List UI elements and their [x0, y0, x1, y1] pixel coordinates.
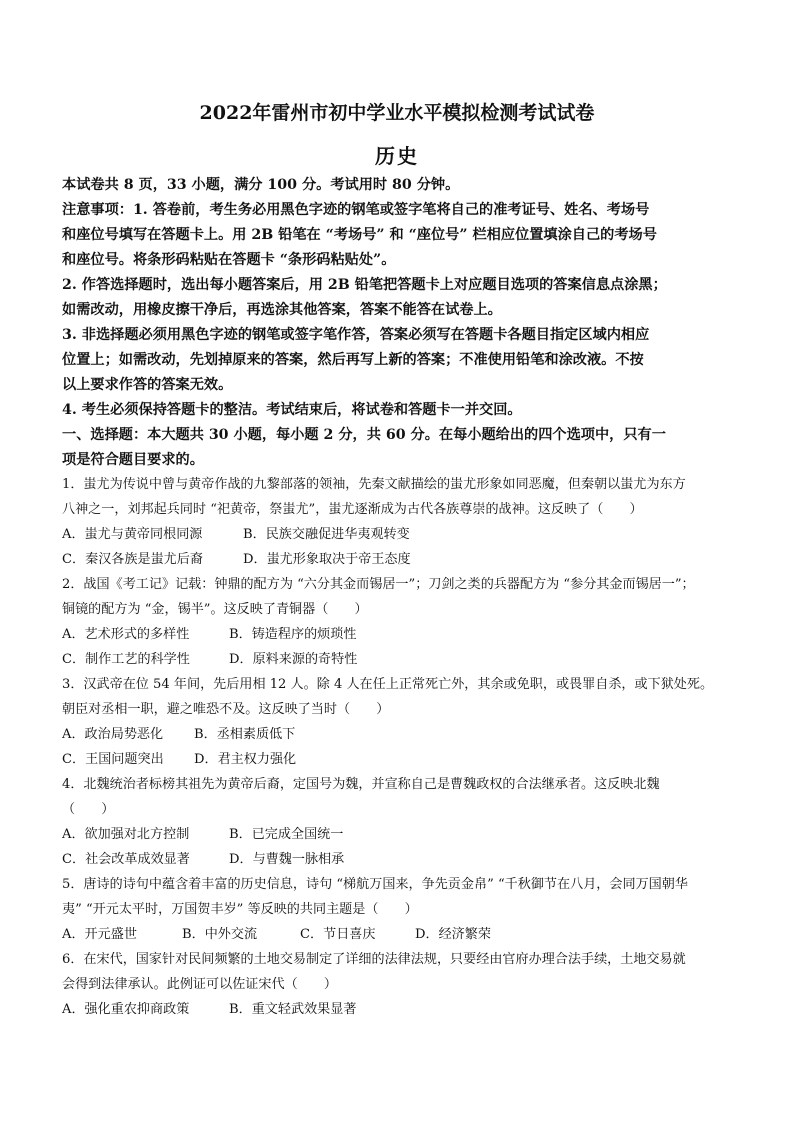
question-stem: 6．在宋代，国家针对民间频繁的土地交易制定了详细的法律法规，只要经由官府办理合法手续，土地交易就 — [62, 952, 686, 967]
question-stem: 夷” “开元太平时，万国贺丰岁” 等反映的共同主题是（ ） — [62, 902, 418, 917]
option-c: C．秦汉各族是蚩尤后裔 — [62, 552, 203, 567]
option-d: D．与曹魏一脉相承 — [229, 852, 345, 867]
option-c: C．社会改革成效显著 — [62, 852, 190, 867]
option-b: B．民族交融促进华夷观转变 — [243, 527, 410, 542]
option-a: A．开元盛世 — [62, 927, 137, 942]
option-a: A．政治局势恶化 — [62, 727, 164, 742]
notes-line: 和座位号。将条形码粘贴在答题卡 “条形码粘贴处”。 — [62, 252, 396, 268]
notes-line: 如需改动，用橡皮擦干净后，再选涂其他答案，答案不能答在试卷上。 — [62, 302, 502, 318]
notes-line: 3. 非选择题必须用黑色字迹的钢笔或签字笔作答，答案必须写在答题卡各题目指定区域内相应 — [62, 327, 650, 343]
option-a: A．强化重农抑商政策 — [62, 1002, 190, 1017]
option-b: B．重文轻武效果显著 — [229, 1002, 357, 1017]
notes-line: 4. 考生必须保持答题卡的整洁。考试结束后，将试卷和答题卡一并交回。 — [62, 402, 522, 418]
option-d: D．蚩尤形象取决于帝王态度 — [243, 552, 411, 567]
notes-line: 2. 作答选择题时，选出每小题答案后，用 2B 铅笔把答题卡上对应题目选项的答案信息点涂黑； — [62, 277, 667, 293]
question-stem: 会得到法律承认。此例证可以佐证宋代（ ） — [62, 977, 337, 992]
notes-line: 注意事项：1. 答卷前，考生务必用黑色字迹的钢笔或签字笔将自己的准考证号、姓名、考场号 — [62, 202, 650, 218]
question-stem: 5．唐诗的诗句中蕴含着丰富的历史信息，诗句 “梯航万国来，争先贡金帛” “千秋御节在八月，会同万国朝华 — [62, 877, 688, 892]
option-d: D．君主权力强化 — [194, 752, 297, 767]
section-heading: 项是符合题目要求的。 — [62, 452, 204, 468]
option-b: B．中外交流 — [182, 927, 258, 942]
notes-line: 和座位号填写在答题卡上。用 2B 铅笔在 “考场号” 和 “座位号” 栏相应位置填涂自己的考场号 — [62, 227, 657, 243]
option-a: A．欲加强对北方控制 — [62, 827, 190, 842]
question-stem: 2．战国《考工记》记载：钟鼎的配方为 “六分其金而锡居一”；刀剑之类的兵器配方为 “参分其金而锡居一”； — [62, 577, 695, 592]
option-b: B．丞相素质低下 — [194, 727, 296, 742]
option-b: B．铸造程序的烦琐性 — [229, 627, 357, 642]
notes-line: 以上要求作答的答案无效。 — [62, 377, 233, 393]
option-c: C．节日喜庆 — [300, 927, 376, 942]
question-stem: 3．汉武帝在位 54 年间，先后用相 12 人。除 4 人在任上正常死亡外，其余或免职，或畏罪自杀，或下狱处死。 — [62, 677, 714, 692]
option-a: A．蚩尤与黄帝同根同源 — [62, 527, 203, 542]
subject-title: 历史 — [375, 144, 419, 168]
question-stem: 铜镜的配方为 “金，锡半”。这反映了青铜器（ ） — [62, 602, 368, 617]
question-stem: （ ） — [62, 802, 115, 817]
exam-title: 2022年雷州市初中学业水平模拟检测考试试卷 — [199, 102, 595, 124]
question-stem: 朝臣对丞相一职，避之唯恐不及。这反映了当时（ ） — [62, 702, 390, 717]
option-a: A．艺术形式的多样性 — [62, 627, 190, 642]
option-d: D．原料来源的奇特性 — [229, 652, 358, 667]
notes-line: 位置上；如需改动，先划掉原来的答案，然后再写上新的答案；不准使用铅笔和涂改液。不按 — [62, 352, 644, 368]
question-stem: 1．蚩尤为传说中曾与黄帝作战的九黎部落的领袖，先秦文献描绘的蚩尤形象如同恶魔，但秦朝以蚩尤为东方 — [62, 477, 686, 492]
question-stem: 八神之一，刘邦起兵同时 “祀黄帝，祭蚩尤”，蚩尤逐渐成为古代各族尊崇的战神。这反映了（ ） — [62, 502, 643, 517]
option-b: B．已完成全国统一 — [229, 827, 344, 842]
option-c: C．制作工艺的科学性 — [62, 652, 190, 667]
exam-summary: 本试卷共 8 页，33 小题，满分 100 分。考试用时 80 分钟。 — [62, 177, 460, 193]
option-d: D．经济繁荣 — [415, 927, 491, 942]
question-stem: 4．北魏统治者标榜其祖先为黄帝后裔，定国号为魏，并宣称自己是曹魏政权的合法继承者。这反映北魏 — [62, 777, 660, 792]
option-c: C．王国问题突出 — [62, 752, 164, 767]
section-heading: 一、选择题：本大题共 30 小题，每小题 2 分，共 60 分。在每小题给出的四个选项中，只有一 — [62, 427, 666, 443]
